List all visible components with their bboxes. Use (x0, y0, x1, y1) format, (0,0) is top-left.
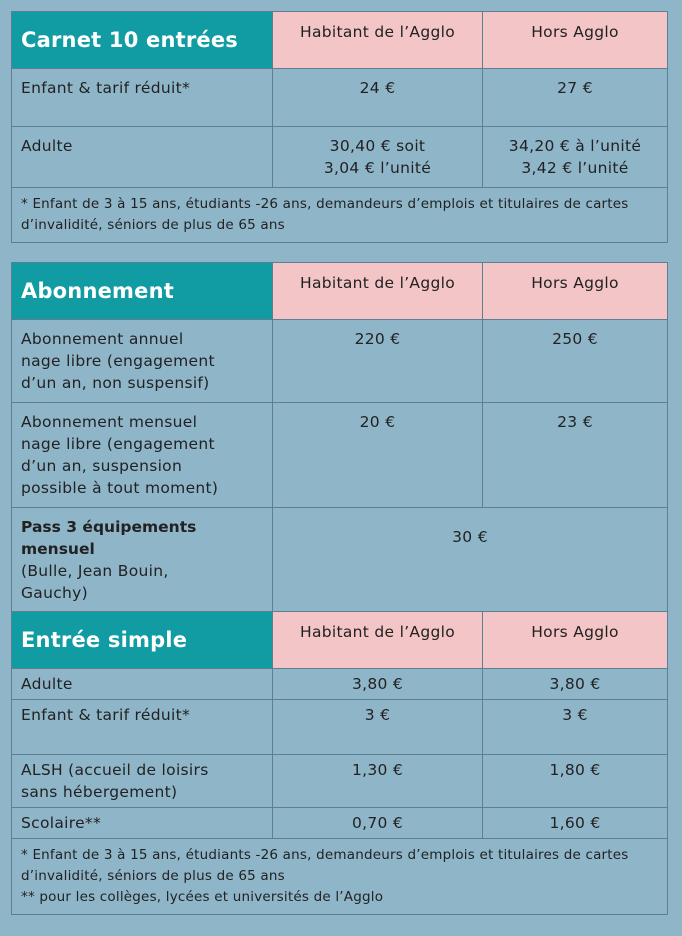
label-line: ALSH (accueil de loisirs (21, 761, 209, 779)
section-title: Carnet 10 entrées (12, 12, 273, 69)
price-hors-agglo: 1,80 € (483, 755, 668, 808)
price-pass: 30 € (273, 508, 668, 613)
footnote-line: ** pour les collèges, lycées et universités de l’Agglo (21, 889, 384, 905)
price-hors-agglo (483, 127, 668, 188)
label-line: Gauchy) (21, 584, 88, 602)
price-habitant: 24 € (273, 69, 483, 127)
label-line: Abonnement mensuel (21, 413, 198, 431)
footnote-row (12, 188, 668, 243)
row-label: Scolaire** (12, 808, 273, 839)
table-header-row (12, 263, 668, 320)
column-header-hors-agglo: Hors Agglo (483, 612, 668, 669)
table-row (12, 755, 668, 808)
section-title: Abonnement (12, 263, 273, 320)
table-row (12, 127, 668, 188)
table-row (12, 508, 668, 613)
price-hors-agglo: 1,60 € (483, 808, 668, 839)
column-header-habitant: Habitant de l’Agglo (273, 12, 483, 69)
price-unit-line: 3,42 € l’unité (521, 159, 629, 177)
table-row (12, 700, 668, 755)
table-row (12, 808, 668, 839)
label-line: sans hébergement) (21, 783, 178, 801)
abonnement-table (11, 262, 668, 613)
price-habitant: 3,80 € (273, 669, 483, 700)
price-hors-agglo: 3,80 € (483, 669, 668, 700)
price-hors-agglo: 3 € (483, 700, 668, 755)
price-habitant (273, 127, 483, 188)
footnote-line: * Enfant de 3 à 15 ans, étudiants -26 ans, demandeurs d’emplois et titulaires de cartes d’invalidité, séniors de plus de 65 ans (21, 847, 629, 884)
column-header-habitant: Habitant de l’Agglo (273, 612, 483, 669)
row-label: Enfant & tarif réduit* (12, 69, 273, 127)
table-header-row (12, 12, 668, 69)
label-line: possible à tout moment) (21, 479, 219, 497)
table-row (12, 69, 668, 127)
footnote-row (12, 839, 668, 915)
label-line: Abonnement annuel (21, 330, 184, 348)
column-header-habitant: Habitant de l’Agglo (273, 263, 483, 320)
column-header-hors-agglo: Hors Agglo (483, 263, 668, 320)
row-label: Adulte (12, 127, 273, 188)
table-row (12, 403, 668, 508)
price-hors-agglo: 23 € (483, 403, 668, 508)
price-hors-agglo: 250 € (483, 320, 668, 403)
label-line: d’un an, suspension (21, 457, 183, 475)
label-line: d’un an, non suspensif) (21, 374, 210, 392)
row-label: Adulte (12, 669, 273, 700)
label-line: nage libre (engagement (21, 352, 215, 370)
price-line: 30,40 € soit (329, 137, 426, 155)
footnote: * Enfant de 3 à 15 ans, étudiants -26 ans, demandeurs d’emplois et titulaires de cartes d’invalidité, séniors de plus de 65 ans (12, 188, 668, 243)
price-habitant: 3 € (273, 700, 483, 755)
entree-simple-table (11, 611, 668, 915)
table-header-row (12, 612, 668, 669)
table-row (12, 669, 668, 700)
price-habitant: 20 € (273, 403, 483, 508)
label-line: nage libre (engagement (21, 435, 215, 453)
row-label (12, 403, 273, 508)
column-header-hors-agglo: Hors Agglo (483, 12, 668, 69)
row-label (12, 320, 273, 403)
carnet-table (11, 11, 668, 243)
row-label (12, 508, 273, 613)
price-hors-agglo: 27 € (483, 69, 668, 127)
price-line: 34,20 € à l’unité (508, 137, 642, 155)
footnote (12, 839, 668, 915)
label-line: Pass 3 équipements mensuel (21, 518, 197, 558)
price-habitant: 0,70 € (273, 808, 483, 839)
price-unit-line: 3,04 € l’unité (323, 159, 432, 177)
table-row (12, 320, 668, 403)
price-habitant: 220 € (273, 320, 483, 403)
price-habitant: 1,30 € (273, 755, 483, 808)
row-label (12, 755, 273, 808)
label-line: (Bulle, Jean Bouin, (21, 562, 169, 580)
row-label: Enfant & tarif réduit* (12, 700, 273, 755)
section-title: Entrée simple (12, 612, 273, 669)
